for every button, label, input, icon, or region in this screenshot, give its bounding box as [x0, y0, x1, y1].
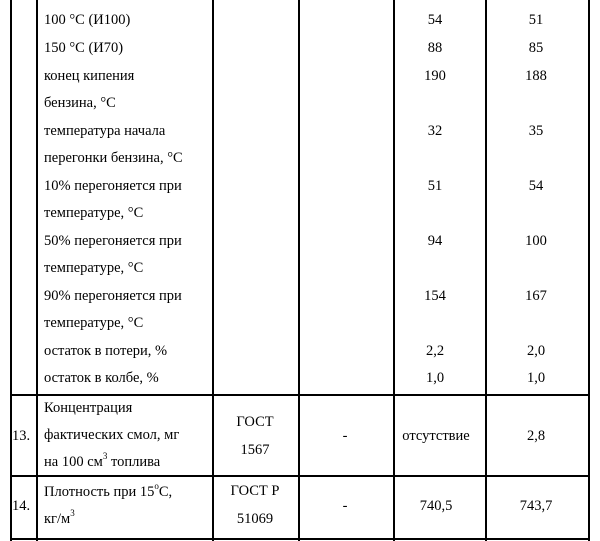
table-border-left [10, 0, 12, 541]
value-cell-sample1: 2,2 [425, 343, 445, 359]
value-cell-sample1: 54 [427, 12, 443, 28]
norm-cell: - [342, 428, 348, 444]
value-cell-sample2: 54 [528, 178, 544, 194]
param-cell: 150 °С (И70) [44, 40, 124, 56]
value-cell-sample1: 32 [427, 123, 443, 139]
method-cell: ГОСТ Р [230, 483, 280, 499]
param-cell-line: температуре, °С [44, 260, 144, 276]
table-column-divider [36, 0, 38, 541]
method-cell-line: 1567 [240, 442, 270, 458]
table-column-divider [393, 0, 395, 541]
param-cell-line: температуре, °С [44, 315, 144, 331]
method-cell-line: 51069 [236, 511, 274, 527]
value-cell-sample1: 94 [427, 233, 443, 249]
table-row-divider [10, 475, 589, 477]
value-cell-sample2: 85 [528, 40, 544, 56]
value-cell-sample2: 100 [525, 233, 547, 249]
param-cell: 100 °С (И100) [44, 12, 131, 28]
value-cell-sample2: 167 [525, 288, 547, 304]
param-cell: остаток в колбе, % [44, 370, 159, 386]
value-cell-sample1: 51 [427, 178, 443, 194]
param-cell-line: $кг/м^3$ [44, 508, 75, 527]
param-cell-line: температуре, °С [44, 205, 144, 221]
table-border-bottom [10, 538, 589, 540]
value-cell-sample2: 743,7 [519, 498, 553, 514]
value-cell-sample1: отсутствие [402, 428, 470, 444]
value-cell-sample1: 740,5 [419, 498, 453, 514]
table-column-divider [212, 0, 214, 541]
table-row-divider [10, 394, 589, 396]
value-cell-sample2: 188 [525, 68, 547, 84]
param-cell: 50% перегоняется при [44, 233, 182, 249]
norm-cell: - [342, 498, 348, 514]
param-cell-line: бензина, °С [44, 95, 116, 111]
value-cell-sample2: 1,0 [526, 370, 546, 386]
param-cell: Концентрация [44, 400, 133, 416]
param-cell-line: на 100 $см^3$ топлива [44, 451, 161, 470]
value-cell-sample2: 51 [528, 12, 544, 28]
value-cell-sample2: 2,0 [526, 343, 546, 359]
value-cell-sample2: 2,8 [526, 428, 546, 444]
value-cell-sample2: 35 [528, 123, 544, 139]
method-cell: ГОСТ [236, 414, 274, 430]
param-cell: остаток в потери, % [44, 343, 168, 359]
param-cell-line: фактических смол, мг [44, 427, 180, 443]
value-cell-sample1: 88 [427, 40, 443, 56]
row-number: 13. [11, 428, 31, 444]
table-border-right [588, 0, 590, 541]
param-cell: температура начала [44, 123, 166, 139]
param-cell: 10% перегоняется при [44, 178, 182, 194]
table-column-divider [485, 0, 487, 541]
param-cell: конец кипения [44, 68, 135, 84]
param-cell-line: перегонки бензина, °С [44, 150, 183, 166]
param-cell: 90% перегоняется при [44, 288, 182, 304]
param-cell: Плотность при $15^оС$, [44, 481, 173, 500]
value-cell-sample1: 154 [424, 288, 446, 304]
row-number: 14. [11, 498, 31, 514]
value-cell-sample1: 190 [424, 68, 446, 84]
table-column-divider [298, 0, 300, 541]
value-cell-sample1: 1,0 [425, 370, 445, 386]
